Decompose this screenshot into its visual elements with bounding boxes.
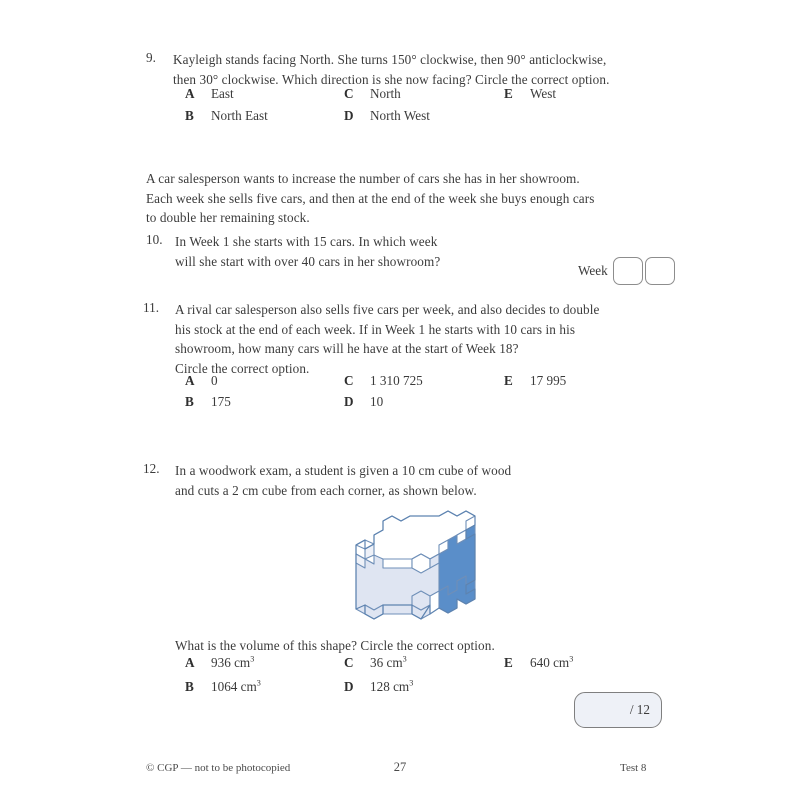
footer-test-label: Test 8 <box>620 762 647 774</box>
question-12-option-d[interactable] <box>344 679 413 695</box>
option-label-e: E <box>504 86 513 101</box>
option-d-superscript: 3 <box>409 678 414 688</box>
question-11-line-3: showroom, how many cars will he have at the start of Week 18? <box>175 341 519 356</box>
option-value-b: 1064 cm <box>211 679 257 694</box>
option-value-e: West <box>530 86 557 101</box>
option-value-e: 640 cm <box>530 655 570 670</box>
question-11-line-4: Circle the correct option. <box>175 360 310 376</box>
footer-page-number: 27 <box>393 760 407 774</box>
question-9-line-2: then 30° clockwise. Which direction is she now facing? Circle the correct option. <box>173 71 610 87</box>
option-value-b: 175 <box>211 394 231 409</box>
option-label-d: D <box>344 108 354 123</box>
intro-line-2: Each week she sells five cars, and then at the end of the week she buys enough cars <box>146 190 595 206</box>
option-value-a: East <box>211 86 234 101</box>
question-12-option-a[interactable] <box>185 655 254 671</box>
cube-with-cut-corners-diagram <box>336 498 486 630</box>
question-12-line-1: In a woodwork exam, a student is given a 10 cm cube of wood <box>175 463 512 478</box>
question-10-text <box>175 232 440 271</box>
option-e-superscript: 3 <box>569 654 574 664</box>
question-10-line-1: In Week 1 she starts with 15 cars. In which week <box>175 234 438 249</box>
option-label-a: A <box>185 86 195 101</box>
question-10-number: 10. <box>146 232 163 247</box>
option-value-c: 1 310 725 <box>370 373 423 388</box>
option-value-c: North <box>370 86 401 101</box>
option-a-superscript: 3 <box>250 654 255 664</box>
option-value-b: North East <box>211 108 268 123</box>
option-value-d: North West <box>370 108 430 123</box>
option-c-superscript: 3 <box>402 654 407 664</box>
option-label-e: E <box>504 373 513 388</box>
question-11-line-2: his stock at the end of each week. If in Week 1 he starts with 10 cars in his <box>175 321 576 337</box>
question-11-line-1: A rival car salesperson also sells five cars per week, and also decides to double <box>175 302 600 317</box>
week-answer-box-1[interactable] <box>613 257 643 285</box>
question-11-option-e[interactable] <box>504 373 566 389</box>
option-b-superscript: 3 <box>256 678 261 688</box>
option-label-d: D <box>344 679 354 694</box>
option-label-c: C <box>344 655 354 670</box>
option-value-a: 936 cm <box>211 655 251 670</box>
option-label-c: C <box>344 373 354 388</box>
option-label-b: B <box>185 394 194 409</box>
option-value-d: 128 cm <box>370 679 410 694</box>
question-9-line-1: Kayleigh stands facing North. She turns 150° clockwise, then 90° anticlockwise, <box>173 52 607 67</box>
week-answer-box-2[interactable] <box>645 257 675 285</box>
question-12-line-2: and cuts a 2 cm cube from each corner, as shown below. <box>175 482 477 498</box>
question-11-number: 11. <box>143 300 159 315</box>
intro-line-3: to double her remaining stock. <box>146 210 310 225</box>
question-11-text <box>175 300 599 378</box>
score-box[interactable] <box>574 692 662 728</box>
question-11-option-c[interactable] <box>344 373 423 389</box>
question-11-option-d[interactable] <box>344 394 383 410</box>
question-12-option-e[interactable] <box>504 655 573 671</box>
intro-paragraph <box>146 169 594 228</box>
question-9-option-d[interactable] <box>344 108 430 124</box>
score-text: / 12 <box>629 702 650 717</box>
intro-line-1: A car salesperson wants to increase the number of cars she has in her showroom. <box>146 171 580 186</box>
question-9-number: 9. <box>146 50 156 65</box>
question-9-option-e[interactable] <box>504 86 556 102</box>
question-12-option-b[interactable] <box>185 679 261 695</box>
question-12-number: 12. <box>143 461 160 476</box>
option-label-b: B <box>185 679 194 694</box>
option-value-e: 17 995 <box>530 373 567 388</box>
option-label-c: C <box>344 86 354 101</box>
page-footer <box>0 762 800 782</box>
option-value-a: 0 <box>211 373 218 388</box>
question-12-prompt-line: What is the volume of this shape? Circle the correct option. <box>175 638 495 653</box>
option-label-a: A <box>185 373 195 388</box>
option-value-c: 36 cm <box>370 655 403 670</box>
question-9-option-c[interactable] <box>344 86 401 102</box>
question-11-option-a[interactable] <box>185 373 218 389</box>
option-label-a: A <box>185 655 195 670</box>
option-label-b: B <box>185 108 194 123</box>
question-9-option-b[interactable] <box>185 108 268 124</box>
question-9-option-a[interactable] <box>185 86 234 102</box>
question-9-text <box>173 50 609 89</box>
question-12-text <box>175 461 511 500</box>
option-value-d: 10 <box>370 394 384 409</box>
option-label-e: E <box>504 655 513 670</box>
question-10-answer-row <box>578 257 675 285</box>
question-10-line-2: will she start with over 40 cars in her showroom? <box>175 253 441 269</box>
question-11-option-b[interactable] <box>185 394 231 410</box>
footer-copyright: © CGP — not to be photocopied <box>146 762 291 774</box>
option-label-d: D <box>344 394 354 409</box>
question-12-option-c[interactable] <box>344 655 407 671</box>
question-12-prompt <box>175 636 495 656</box>
week-label: Week <box>578 263 608 278</box>
